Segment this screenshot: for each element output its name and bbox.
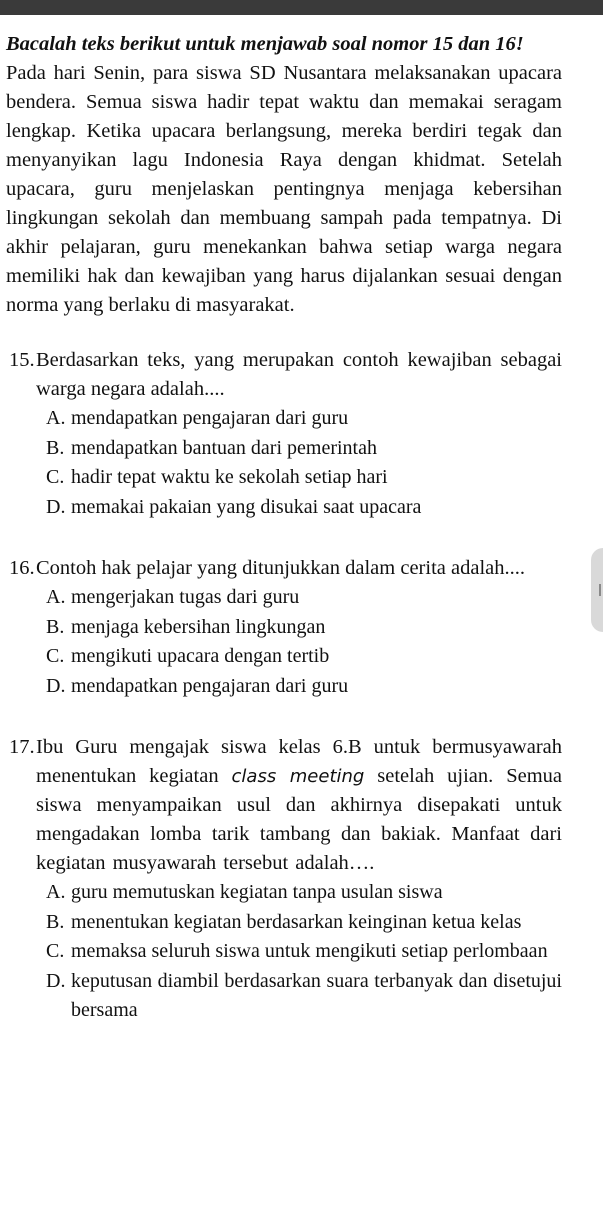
reading-passage: Pada hari Senin, para siswa SD Nusantara melaksanakan upacara bendera. Semua siswa hadir tepat waktu dan memakai seragam lengkap. Ketika upacara berlangsung, mereka berdiri tegak dan menyanyikan lagu Indonesia Raya dengan khidmat. Setelah upacara, guru menjelaskan pentingnya menjaga kebersihan lingkungan sekolah dan membuang sampah pada tempatnya. Di akhir pelajaran, guru menekankan bahwa setiap warga negara memiliki hak dan kewajiban yang harus dijalankan sesuai dengan norma yang berlaku di masyarakat.: [6, 62, 562, 316]
option-letter: B.: [46, 436, 65, 459]
question-text-italic: class meeting: [231, 766, 365, 787]
question-number: 17.: [9, 736, 35, 758]
option-letter: C.: [46, 940, 65, 962]
option-text: memaksa seluruh siswa untuk mengikuti setiap perlombaan: [71, 940, 548, 962]
option-text: menjaga kebersihan lingkungan: [71, 615, 326, 638]
option-c[interactable]: [46, 463, 562, 493]
question-number: 16.: [9, 557, 35, 579]
option-letter: B.: [46, 910, 65, 933]
question-16: [6, 554, 562, 701]
option-a[interactable]: [46, 878, 562, 908]
option-letter: C.: [46, 466, 65, 488]
question-text-part: setelah ujian. Semua siswa menyampaikan usul dan akhirnya disepakati untuk mengadakan lomba tarik tambang dan bakiak. Manfaat dari kegiatan musyawarah tersebut adalah….: [36, 765, 563, 874]
option-letter: D.: [46, 969, 66, 992]
option-letter: C.: [46, 645, 65, 667]
option-a[interactable]: [46, 404, 562, 434]
option-d[interactable]: [46, 493, 562, 523]
option-text: mendapatkan pengajaran dari guru: [71, 674, 349, 697]
option-letter: A.: [46, 586, 66, 608]
document-content: [6, 30, 562, 1026]
option-text: mendapatkan bantuan dari pemerintah: [71, 436, 377, 459]
option-text: memakai pakaian yang disukai saat upacara: [71, 495, 422, 518]
answer-options: [6, 878, 562, 1026]
option-letter: A.: [46, 407, 66, 429]
question-text: [36, 733, 562, 878]
question-text: Contoh hak pelajar yang ditunjukkan dalam cerita adalah....: [36, 557, 525, 579]
option-letter: A.: [46, 881, 66, 903]
option-d[interactable]: [46, 967, 562, 1026]
option-c[interactable]: [46, 642, 562, 672]
option-text: mengikuti upacara dengan tertib: [71, 645, 330, 667]
question-text: Berdasarkan teks, yang merupakan contoh kewajiban sebagai warga negara adalah....: [36, 349, 562, 400]
option-c[interactable]: [46, 937, 562, 967]
top-bar: [0, 0, 603, 15]
question-number: 15.: [9, 349, 35, 371]
option-a[interactable]: [46, 583, 562, 613]
option-text: mengerjakan tugas dari guru: [71, 586, 300, 608]
instruction-heading: Bacalah teks berikut untuk menjawab soal nomor 15 dan 16!: [6, 33, 524, 55]
option-text: mendapatkan pengajaran dari guru: [71, 407, 349, 429]
grip-icon: [599, 584, 601, 596]
option-b[interactable]: [46, 434, 562, 464]
option-b[interactable]: [46, 908, 562, 938]
option-d[interactable]: [46, 672, 562, 702]
option-text: guru memutuskan kegiatan tanpa usulan siswa: [71, 881, 443, 903]
question-17: [6, 733, 562, 1026]
answer-options: [6, 404, 562, 522]
side-drag-handle[interactable]: [591, 548, 603, 632]
question-text-part: Ibu Guru mengajak siswa kelas 6.B untuk bermusyawarah menentukan kegiatan: [36, 736, 562, 787]
option-text: menentukan kegiatan berdasarkan keinginan ketua kelas: [71, 910, 522, 933]
question-15: [6, 346, 562, 522]
option-letter: D.: [46, 674, 66, 697]
option-letter: B.: [46, 615, 65, 638]
option-text: hadir tepat waktu ke sekolah setiap hari: [71, 466, 388, 488]
option-b[interactable]: [46, 613, 562, 643]
option-letter: D.: [46, 495, 66, 518]
answer-options: [6, 583, 562, 701]
option-text: keputusan diambil berdasarkan suara terbanyak dan disetujui bersama: [71, 969, 562, 1021]
